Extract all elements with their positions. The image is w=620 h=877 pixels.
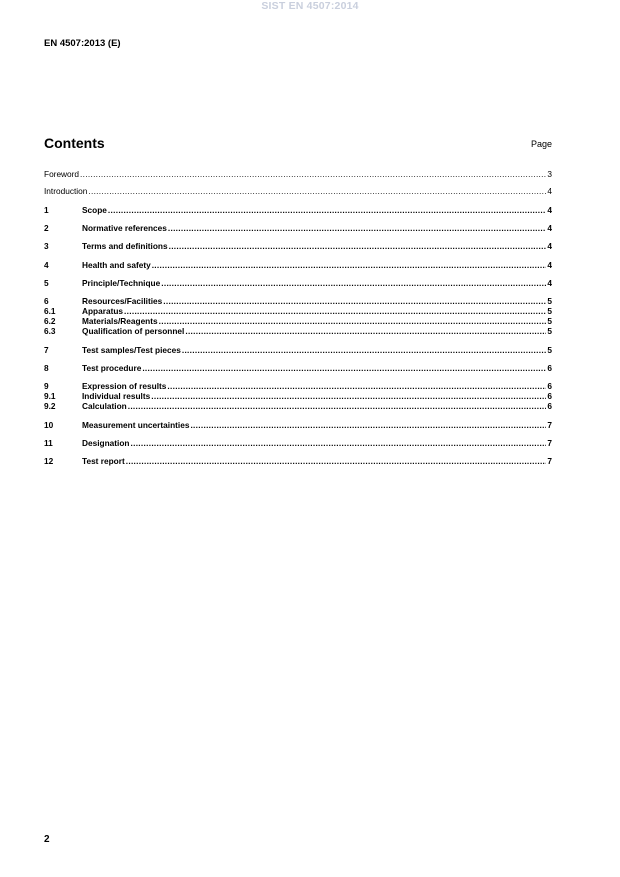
toc-entry-number: 2: [44, 223, 49, 233]
toc-entry-page: 4: [547, 186, 552, 196]
toc-entry-page: 4: [547, 278, 552, 288]
toc-entry-number: 11: [44, 438, 53, 448]
toc-leader-dots: [130, 438, 546, 449]
toc-entry-number: 6: [44, 296, 49, 306]
toc-leader-dots: [185, 326, 546, 337]
document-id: EN 4507:2013 (E): [44, 38, 121, 49]
toc-entry-title: Normative references: [82, 223, 167, 233]
toc-entry-health-and-safety[interactable]: [44, 260, 552, 271]
toc-entry-measurement-uncertainties[interactable]: [44, 420, 552, 431]
page-column-label: Page: [530, 139, 552, 149]
toc-entry-introduction[interactable]: [44, 186, 552, 197]
toc-entry-page: 5: [547, 296, 552, 306]
toc-entry-test-procedure[interactable]: [44, 363, 552, 374]
toc-entry-principle-technique[interactable]: [44, 278, 552, 289]
toc-entry-page: 6: [547, 363, 552, 373]
toc-entry-title: Calculation: [82, 401, 127, 411]
toc-entry-page: 4: [547, 223, 552, 233]
toc-entry-number: 9.2: [44, 401, 56, 411]
toc-entry-title: Introduction: [44, 186, 88, 196]
toc-entry-number: 6.2: [44, 316, 56, 326]
toc-entry-page: 7: [547, 420, 552, 430]
toc-entry-title: Test procedure: [82, 363, 142, 373]
toc-entry-number: 6.1: [44, 306, 56, 316]
toc-entry-number: 6.3: [44, 326, 56, 336]
toc-entry-title: Measurement uncertainties: [82, 420, 190, 430]
toc-entry-qualification-of-personnel[interactable]: [44, 326, 552, 337]
toc-entry-title: Expression of results: [82, 381, 167, 391]
toc-entry-number: 10: [44, 420, 54, 430]
toc-entry-test-samples[interactable]: [44, 345, 552, 356]
toc-entry-title: Terms and definitions: [82, 241, 168, 251]
toc-entry-title: Principle/Technique: [82, 278, 161, 288]
toc-entry-test-report[interactable]: [44, 456, 552, 467]
toc-entry-terms-and-definitions[interactable]: [44, 241, 552, 252]
page-number: 2: [44, 834, 50, 845]
toc-leader-dots: [142, 363, 546, 374]
toc-entry-title: Individual results: [82, 391, 151, 401]
toc-entry-title: Foreword: [44, 169, 80, 179]
toc-entry-title: Materials/Reagents: [82, 316, 158, 326]
toc-entry-title: Qualification of personnel: [82, 326, 185, 336]
toc-entry-number: 7: [44, 345, 49, 355]
toc-entry-page: 5: [547, 326, 552, 336]
toc-entry-number: 12: [44, 456, 54, 466]
toc-entry-page: 7: [547, 438, 552, 448]
toc-entry-page: 4: [547, 241, 552, 251]
toc-entry-number: 3: [44, 241, 49, 251]
toc-leader-dots: [88, 186, 546, 197]
toc-entry-number: 4: [44, 260, 49, 270]
toc-entry-page: 6: [547, 391, 552, 401]
toc-entry-calculation[interactable]: [44, 401, 552, 412]
toc-entry-scope[interactable]: [44, 205, 552, 216]
toc-entry-page: 4: [547, 260, 552, 270]
toc-entry-title: Health and safety: [82, 260, 151, 270]
toc-leader-dots: [108, 205, 546, 216]
toc-leader-dots: [169, 241, 547, 252]
toc-leader-dots: [190, 420, 546, 431]
toc-entry-number: 9: [44, 381, 49, 391]
toc-entry-page: 4: [547, 205, 552, 215]
toc-entry-number: 5: [44, 278, 49, 288]
toc-entry-page: 7: [547, 456, 552, 466]
toc-entry-number: 8: [44, 363, 49, 373]
toc-entry-title: Scope: [82, 205, 107, 215]
toc-entry-page: 5: [547, 306, 552, 316]
toc-entry-page: 5: [547, 316, 552, 326]
toc-entry-title: Test samples/Test pieces: [82, 345, 181, 355]
toc-entry-normative-references[interactable]: [44, 223, 552, 234]
toc-entry-title: Designation: [82, 438, 130, 448]
toc-entry-page: 6: [547, 381, 552, 391]
toc-leader-dots: [168, 223, 547, 234]
toc-entry-number: 9.1: [44, 391, 56, 401]
toc-entry-number: 1: [44, 205, 49, 215]
toc-leader-dots: [161, 278, 546, 289]
toc-entry-foreword[interactable]: [44, 169, 552, 180]
toc-leader-dots: [152, 260, 547, 271]
toc-entry-page: 5: [547, 345, 552, 355]
toc-entry-page: 3: [547, 169, 552, 179]
toc-entry-designation[interactable]: [44, 438, 552, 449]
toc-entry-title: Apparatus: [82, 306, 124, 316]
toc-entry-page: 6: [547, 401, 552, 411]
toc-entry-title: Resources/Facilities: [82, 296, 163, 306]
toc-entry-title: Test report: [82, 456, 125, 466]
toc-leader-dots: [128, 401, 547, 412]
toc-leader-dots: [80, 169, 546, 180]
watermark: SIST EN 4507:2014: [261, 0, 359, 12]
toc-leader-dots: [126, 456, 547, 467]
toc-leader-dots: [182, 345, 547, 356]
contents-title: Contents: [44, 135, 105, 151]
